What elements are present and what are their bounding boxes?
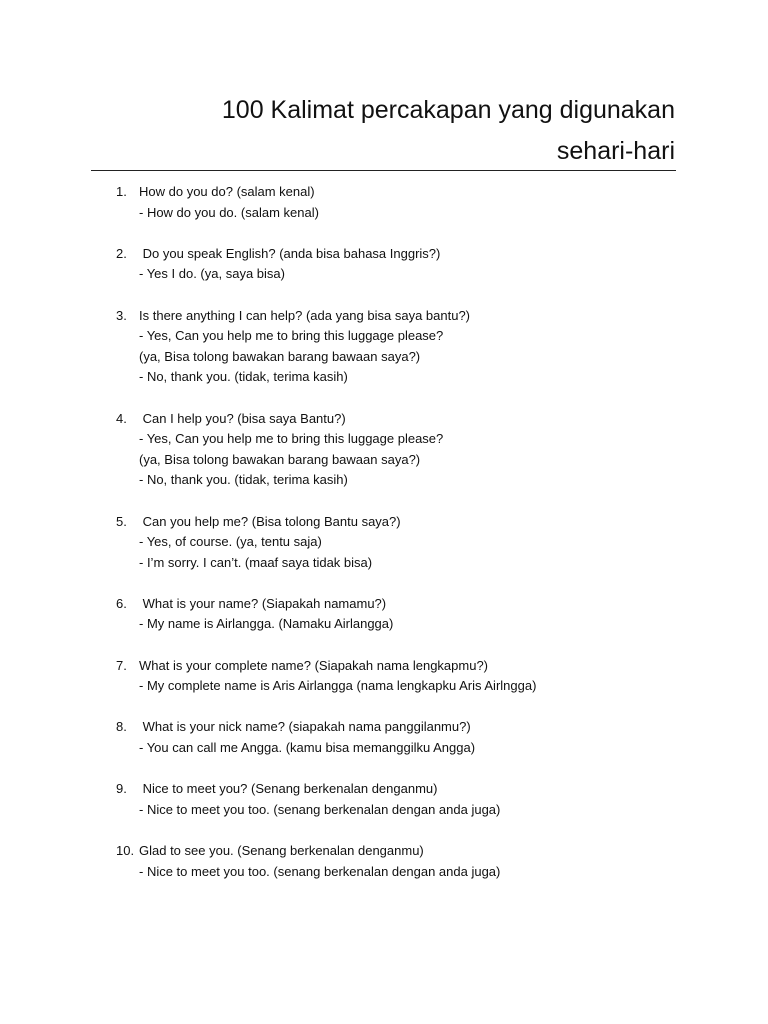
question-row xyxy=(116,717,536,738)
question-text: Can you help me? (Bisa tolong Bantu saya?) xyxy=(139,513,401,529)
question-row xyxy=(116,656,536,677)
item-number: 7. xyxy=(116,657,127,673)
question-row xyxy=(116,594,536,615)
question-text: What is your nick name? (siapakah nama panggilanmu?) xyxy=(139,719,471,735)
response-text: - You can call me Angga. (kamu bisa memanggilku Angga) xyxy=(139,740,476,756)
response-text: - No, thank you. (tidak, terima kasih) xyxy=(139,472,348,488)
response-text: (ya, Bisa tolong bawakan barang bawaan saya?) xyxy=(139,451,421,467)
list-item xyxy=(116,779,536,820)
question-row xyxy=(116,306,536,327)
question-row xyxy=(116,409,536,430)
response-text: - Yes, Can you help me to bring this luggage please? xyxy=(139,328,444,344)
response-text: - Yes, Can you help me to bring this luggage please? xyxy=(139,431,444,447)
question-text: Is there anything I can help? (ada yang bisa saya bantu?) xyxy=(139,307,470,323)
title-line-1: 100 Kalimat percakapan yang digunakan xyxy=(221,96,675,124)
list-item xyxy=(116,594,536,635)
question-text: Nice to meet you? (Senang berkenalan denganmu) xyxy=(139,781,438,797)
question-row xyxy=(116,512,536,533)
item-number: 1. xyxy=(116,184,127,199)
response-text: (ya, Bisa tolong bawakan barang bawaan saya?) xyxy=(139,348,421,364)
question-text: How do you do? (salam kenal) xyxy=(139,184,315,199)
list-item xyxy=(116,182,536,223)
list-item xyxy=(116,409,536,491)
item-number: 6. xyxy=(116,595,127,611)
response-text: - I’m sorry. I can’t. (maaf saya tidak bisa) xyxy=(139,554,373,570)
question-text: What is your complete name? (Siapakah nama lengkapmu?) xyxy=(139,657,489,673)
item-number: 9. xyxy=(116,781,127,797)
response-text: - Yes I do. (ya, saya bisa) xyxy=(139,266,285,282)
item-number: 5. xyxy=(116,513,127,529)
response-text: - My name is Airlangga. (Namaku Airlangga) xyxy=(139,616,394,632)
list-item xyxy=(116,512,536,574)
item-number: 8. xyxy=(116,719,127,735)
response-text: - No, thank you. (tidak, terima kasih) xyxy=(139,369,348,385)
list-item xyxy=(116,841,536,882)
response-text: - Yes, of course. (ya, tentu saja) xyxy=(139,534,322,550)
item-number: 10. xyxy=(116,843,135,858)
question-row xyxy=(116,244,536,265)
response-text: - Nice to meet you too. (senang berkenalan dengan anda juga) xyxy=(139,801,501,817)
question-text: What is your name? (Siapakah namamu?) xyxy=(139,595,387,611)
item-number: 2. xyxy=(116,245,127,261)
list-item xyxy=(116,717,536,758)
response-text: - How do you do. (salam kenal) xyxy=(139,204,319,220)
page-title xyxy=(222,90,675,172)
conversation-list xyxy=(116,182,536,903)
question-text: Do you speak English? (anda bisa bahasa Inggris?) xyxy=(139,245,441,261)
title-divider xyxy=(91,170,676,171)
response-text: - My complete name is Aris Airlangga (nama lengkapku Aris Airlngga) xyxy=(139,678,537,694)
title-line-2: sehari-hari xyxy=(556,137,675,165)
question-row xyxy=(116,841,536,862)
list-item xyxy=(116,244,536,285)
list-item xyxy=(116,306,536,388)
item-number: 4. xyxy=(116,410,127,426)
response-text: - Nice to meet you too. (senang berkenalan dengan anda juga) xyxy=(139,863,501,879)
question-row xyxy=(116,182,536,203)
list-item xyxy=(116,656,536,697)
item-number: 3. xyxy=(116,307,127,323)
question-text: Can I help you? (bisa saya Bantu?) xyxy=(139,410,346,426)
question-row xyxy=(116,779,536,800)
question-text: Glad to see you. (Senang berkenalan denganmu) xyxy=(139,843,424,858)
